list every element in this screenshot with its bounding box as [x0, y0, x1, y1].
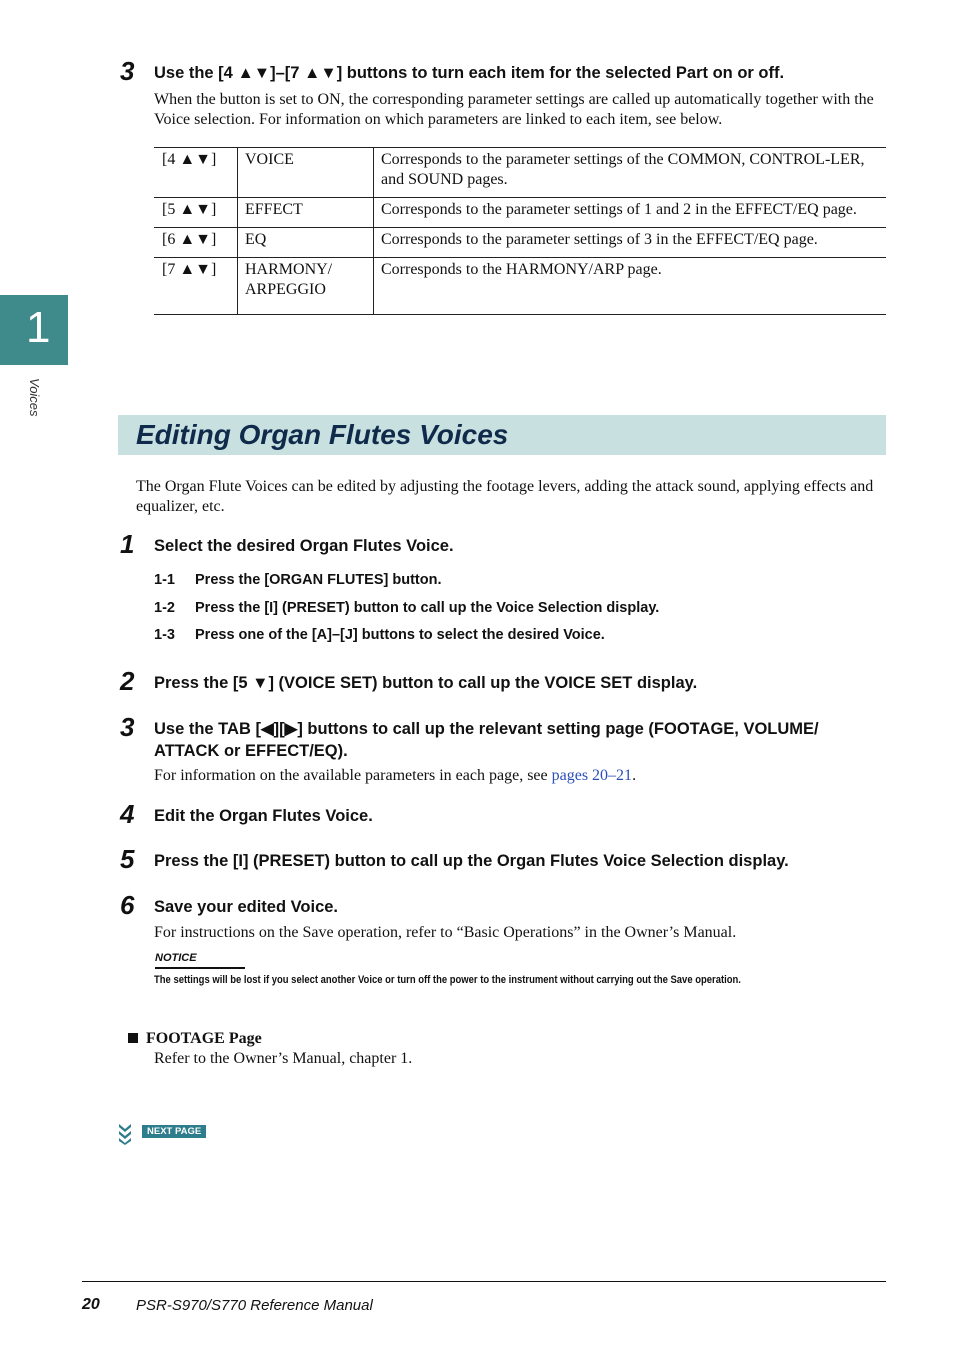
step-title: Press the [5 ▼] (VOICE SET) button to call up the VOICE SET display.: [154, 674, 698, 692]
table-cell-desc: Corresponds to the parameter settings of 3 in the EFFECT/EQ page.: [374, 228, 887, 258]
step-title: Save your edited Voice.: [154, 898, 339, 916]
section-heading: [118, 415, 886, 455]
step-number: 4: [120, 799, 135, 829]
step-title: Use the TAB [◀][▶] buttons to call up the relevant setting page (FOOTAGE, VOLUME/ ATTACK or EFFECT/EQ).: [154, 720, 819, 760]
table-cell-desc: Corresponds to the parameter settings of the COMMON, CONTROL-LER, and SOUND pages.: [374, 148, 887, 198]
step-number: 3: [120, 712, 135, 742]
notice-text: The settings will be lost if you select another Voice or turn off the power to the instrument without carrying out the Save operation.: [154, 974, 741, 986]
section-intro: The Organ Flute Voices can be edited by adjusting the footage levers, adding the attack sound, applying effects and equalizer, etc.: [136, 478, 874, 515]
chapter-label: [26, 378, 46, 428]
substep-text: Press the [I] (PRESET) button to call up the Voice Selection display.: [195, 600, 660, 616]
table-row: [154, 148, 886, 198]
substep-number: 1-3: [154, 627, 175, 643]
substep: [154, 599, 659, 617]
footage-body: Refer to the Owner’s Manual, chapter 1.: [154, 1050, 413, 1067]
chapter-tab: [0, 295, 68, 365]
substep-text: Press the [ORGAN FLUTES] button.: [195, 572, 442, 588]
step-title: Press the [I] (PRESET) button to call up the Organ Flutes Voice Selection display.: [154, 852, 789, 870]
footage-title: FOOTAGE Page: [146, 1030, 262, 1047]
step-body-text: For information on the available parameters in each page, see: [154, 767, 552, 784]
chapter-number: 1: [26, 303, 51, 352]
page-number: 20: [82, 1296, 100, 1313]
parameter-table: [154, 147, 886, 315]
table-cell-item: HARMONY/ ARPEGGIO: [238, 258, 374, 315]
double-chevron-down-icon: [118, 1123, 138, 1145]
step-title: Edit the Organ Flutes Voice.: [154, 807, 373, 825]
table-row: [154, 228, 886, 258]
manual-title: PSR-S970/S770 Reference Manual: [136, 1297, 373, 1314]
substep: [154, 626, 605, 644]
notice-label: NOTICE: [155, 951, 245, 969]
table-cell-desc: Corresponds to the parameter settings of 1 and 2 in the EFFECT/EQ page.: [374, 198, 887, 228]
table-row: [154, 258, 886, 315]
table-cell-button: [4 ▲▼]: [154, 148, 238, 198]
table-cell-desc: Corresponds to the HARMONY/ARP page.: [374, 258, 887, 315]
substep-number: 1-1: [154, 572, 175, 588]
table-cell-item: EQ: [238, 228, 374, 258]
step-title: Use the [4 ▲▼]–[7 ▲▼] buttons to turn each item for the selected Part on or off.: [154, 64, 785, 82]
step-number: 5: [120, 844, 135, 874]
table-cell-item: VOICE: [238, 148, 374, 198]
substep-number: 1-2: [154, 600, 175, 616]
step-body: For instructions on the Save operation, refer to “Basic Operations” in the Owner’s Manual.: [154, 924, 737, 941]
next-page-badge[interactable]: NEXT PAGE: [142, 1125, 206, 1138]
square-bullet-icon: [128, 1033, 138, 1043]
step-body: When the button is set to ON, the corresponding parameter settings are called up automatically together with the Voice selection. For information on which parameters are linked to each item, see below.: [154, 91, 874, 128]
step-number: 3: [120, 56, 135, 86]
substep-text: Press one of the [A]–[J] buttons to select the desired Voice.: [195, 627, 605, 643]
step-number: 6: [120, 890, 135, 920]
table-row: [154, 198, 886, 228]
section-title: Editing Organ Flutes Voices: [136, 419, 509, 450]
step-title: Select the desired Organ Flutes Voice.: [154, 537, 454, 555]
table-cell-button: [5 ▲▼]: [154, 198, 238, 228]
step-number: 1: [120, 529, 135, 559]
step-body: [154, 766, 886, 786]
table-cell-button: [6 ▲▼]: [154, 228, 238, 258]
table-cell-button: [7 ▲▼]: [154, 258, 238, 315]
step-body-end: .: [632, 767, 637, 784]
footer-rule: [82, 1281, 886, 1282]
step-number: 2: [120, 666, 135, 696]
table-cell-item: EFFECT: [238, 198, 374, 228]
pages-link[interactable]: pages 20–21: [551, 767, 633, 784]
footage-heading: [128, 1029, 262, 1049]
substep: [154, 571, 442, 589]
chapter-label-text: Voices: [27, 378, 42, 417]
